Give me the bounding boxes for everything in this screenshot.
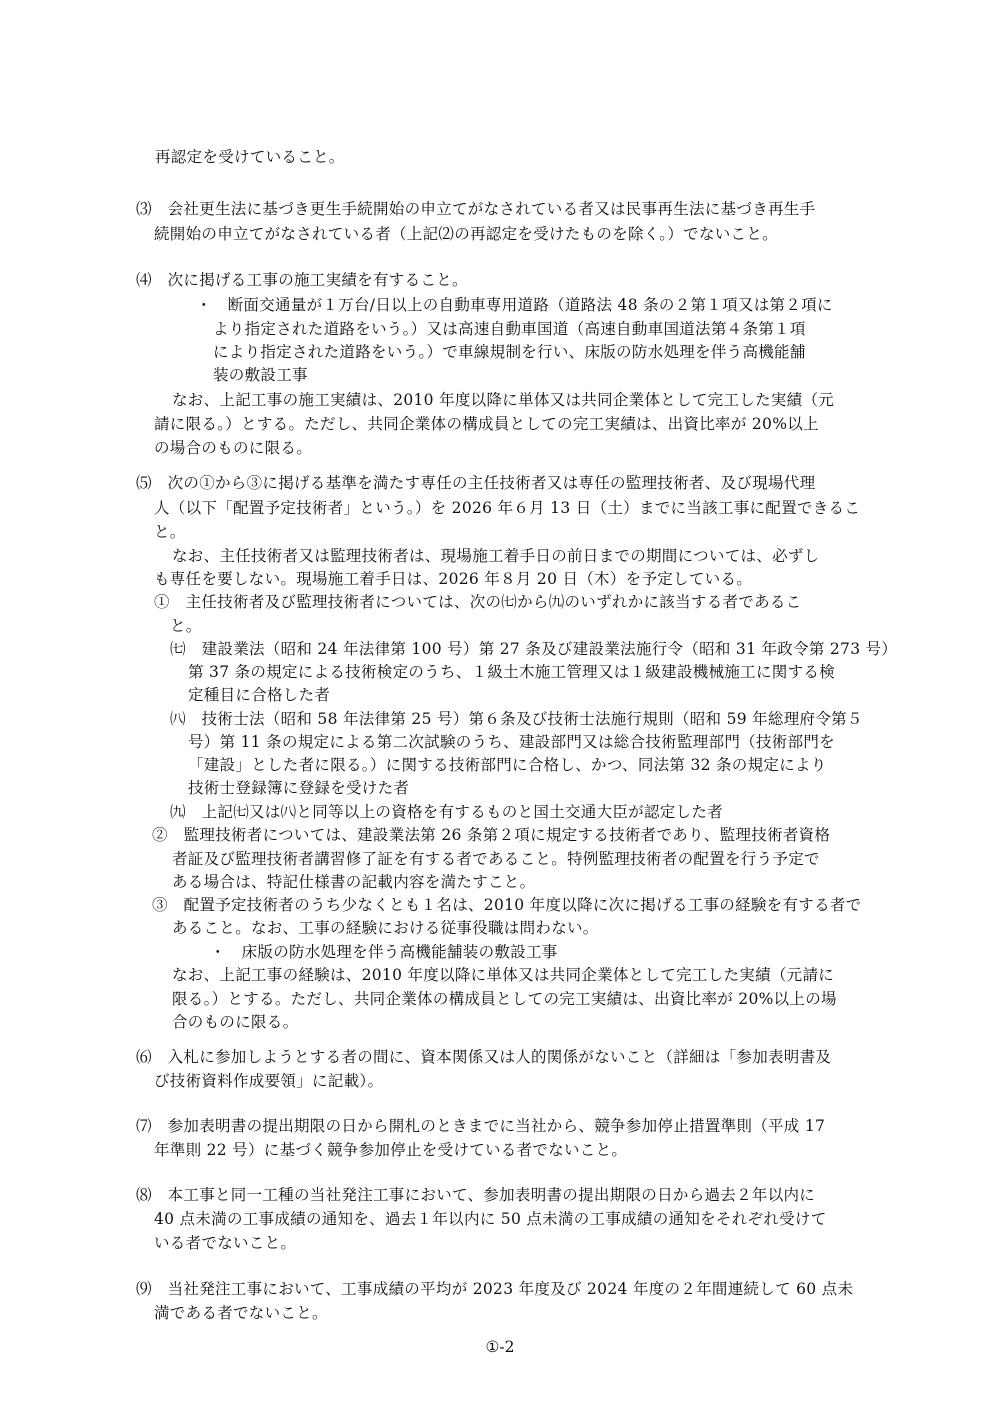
text-line: ⑸ 次の①から③に掲げる基準を満たす専任の主任技術者又は専任の監理技術者、及び現場代理 (136, 474, 816, 492)
text-line: 第 37 条の規定による技術検定のうち、１級土木施工管理又は１級建設機械施工に関する検 (188, 663, 835, 681)
text-line: 定種目に合格した者 (188, 686, 331, 704)
text-line: 再認定を受けていること。 (155, 148, 345, 166)
text-line: 限る。）とする。ただし、共同企業体の構成員としての完工実績は、出資比率が 20%以上の場 (172, 990, 837, 1008)
text-line: により指定された道路をいう。）で車線規制を行い、床版の防水処理を伴う高機能舗 (213, 343, 806, 361)
text-line: ② 監理技術者については、建設業法第 26 条第２項に規定する技術者であり、監理技術者資格 (152, 826, 831, 844)
text-line: 者証及び監理技術者講習修了証を有する者であること。特例監理技術者の配置を行う予定で (172, 850, 820, 868)
text-line: 40 点未満の工事成績の通知を、過去１年以内に 50 点未満の工事成績の通知をそれぞれ受けて (154, 1210, 827, 1228)
text-line: なお、上記工事の経験は、2010 年度以降に単体又は共同企業体として完工した実績（元請に (172, 966, 835, 984)
text-line: 合のものに限る。 (172, 1013, 299, 1031)
text-line: 技術士登録簿に登録を受けた者 (188, 779, 410, 797)
text-line: 続開始の申立てがなされている者（上記⑵の再認定を受けたものを除く。）でないこと。 (154, 225, 778, 243)
text-line: ③ 配置予定技術者のうち少なくとも１名は、2010 年度以降に次に掲げる工事の経験を有する者で (152, 896, 862, 914)
text-line: の場合のものに限る。 (154, 439, 313, 457)
text-line: と。 (170, 617, 202, 635)
text-line: び技術資料作成要領」に記載）。 (154, 1072, 384, 1090)
text-line: 人（以下「配置予定技術者」という。）を 2026 年６月 13 日（土）までに当該工事に配置できるこ (154, 499, 861, 517)
text-line: ⑶ 会社更生法に基づき更生手続開始の申立てがなされている者又は民事再生法に基づき再生手 (136, 200, 816, 218)
text-line: ⑻ 本工事と同一工種の当社発注工事において、参加表明書の提出期限の日から過去２年以内に (136, 1186, 816, 1204)
text-line: あること。なお、工事の経験における従事役職は問わない。 (172, 919, 599, 937)
text-line: ㈦ 建設業法（昭和 24 年法律第 100 号）第 27 条及び建設業法施行令（昭和 31 年政令第 273 号） (170, 640, 898, 658)
text-line: ・ 断面交通量が１万台/日以上の自動車専用道路（道路法 48 条の２第１項又は第２項に (196, 296, 833, 314)
text-line: ⑼ 当社発注工事において、工事成績の平均が 2023 年度及び 2024 年度の２年間連続して 60 点未 (136, 1280, 854, 1298)
text-line: ① 主任技術者及び監理技術者については、次の㈦から㈨のいずれかに該当する者であるこ (154, 593, 802, 611)
text-line: 年準則 22 号）に基づく競争参加停止を受けている者でないこと。 (154, 1141, 628, 1159)
text-line: より指定された道路をいう。）又は高速自動車国道（高速自動車国道法第４条第１項 (213, 320, 806, 338)
page-number: ①-2 (485, 1338, 515, 1356)
text-line: ㈧ 技術士法（昭和 58 年法律第 25 号）第６条及び技術士法施行規則（昭和 59 年総理府令第５ (170, 710, 863, 728)
text-line: いる者でないこと。 (154, 1234, 297, 1252)
text-line: 満である者でないこと。 (154, 1304, 328, 1322)
text-line: も専任を要しない。現場施工着手日は、2026 年８月 20 日（木）を予定している。 (154, 570, 753, 588)
text-line: ある場合は、特記仕様書の記載内容を満たすこと。 (172, 873, 536, 891)
text-line: 装の敷設工事 (213, 366, 308, 384)
text-line: 請に限る。）とする。ただし、共同企業体の構成員としての完工実績は、出資比率が 20%以上 (154, 415, 819, 433)
text-line: ⑹ 入札に参加しようとする者の間に、資本関係又は人的関係がないこと（詳細は「参加表明書及 (136, 1048, 832, 1066)
text-line: 号）第 11 条の規定による第二次試験のうち、建設部門又は総合技術監理部門（技術部門を (188, 733, 835, 751)
text-line: なお、主任技術者又は監理技術者は、現場施工着手日の前日までの期間については、必ずし (172, 547, 820, 565)
text-line: ⑷ 次に掲げる工事の施工実績を有すること。 (136, 271, 468, 289)
text-line: なお、上記工事の施工実績は、2010 年度以降に単体又は共同企業体として完工した実績（元 (172, 391, 835, 409)
text-line: ⑺ 参加表明書の提出期限の日から開札のときまでに当社から、競争参加停止措置準則（平成 17 (136, 1117, 826, 1135)
text-line: ・ 床版の防水処理を伴う高機能舗装の敷設工事 (210, 943, 558, 961)
text-line: と。 (154, 523, 186, 541)
text-line: ㈨ 上記㈦又は㈧と同等以上の資格を有するものと国土交通大臣が認定した者 (170, 803, 724, 821)
text-line: 「建設」とした者に限る。）に関する技術部門に合格し、かつ、同法第 32 条の規定により (188, 756, 827, 774)
